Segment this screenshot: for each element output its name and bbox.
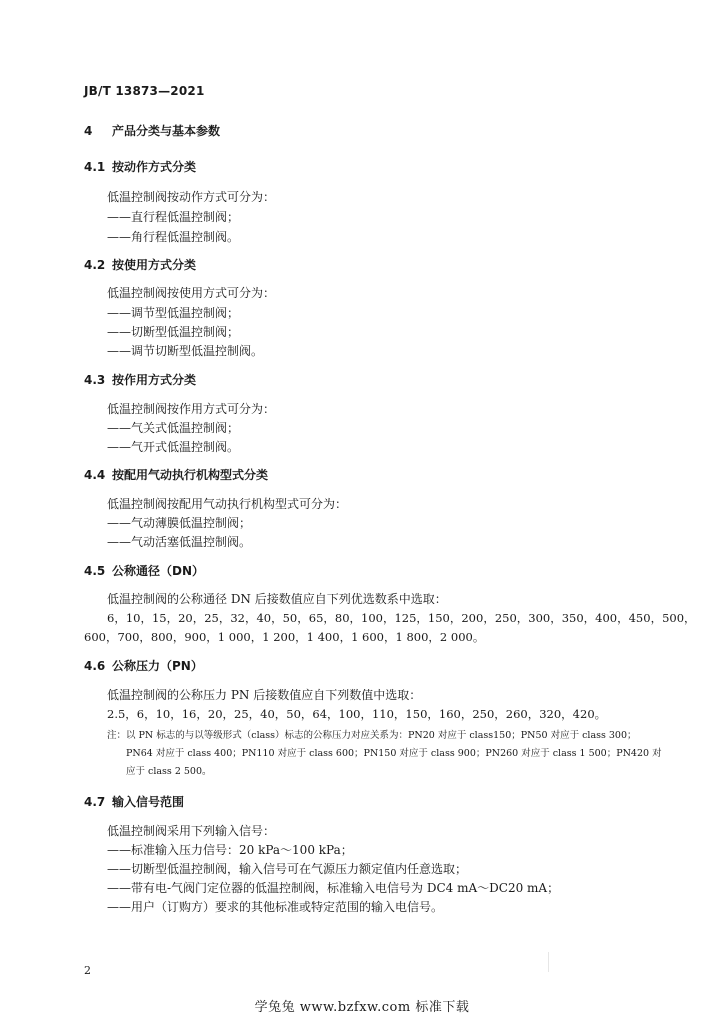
note-line-2: PN64 对应于 class 400；PN110 对应于 class 600；PN150 对应于 class 900；PN260 对应于 class 1 500；PN420 对 — [126, 748, 662, 759]
clause-intro: 低温控制阀按配用气动执行机构型式可分为： — [107, 497, 348, 511]
list-item: ——切断型低温控制阀； — [107, 325, 240, 339]
clause-title: 公称通径（DN） — [112, 564, 205, 578]
list-item: ——调节型低温控制阀； — [107, 306, 240, 320]
clause-intro: 低温控制阀按使用方式可分为： — [107, 286, 276, 300]
clause-heading-4-7 — [84, 793, 184, 810]
list-item: ——切断型低温控制阀，输入信号可在气源压力额定值内任意选取； — [107, 862, 468, 876]
clause-heading-4-4 — [84, 466, 268, 483]
clause-intro: 低温控制阀按动作方式可分为： — [107, 190, 276, 204]
clause-intro: 低温控制阀按作用方式可分为： — [107, 402, 276, 416]
clause-title: 按配用气动执行机构型式分类 — [112, 468, 269, 482]
clause-number: 4.2 — [84, 258, 106, 272]
note-line-3: 应于 class 2 500。 — [126, 766, 212, 777]
standard-code: JB/T 13873—2021 — [84, 84, 205, 98]
list-item: ——气动薄膜低温控制阀； — [107, 516, 252, 530]
scan-divider — [548, 952, 549, 972]
clause-number: 4.5 — [84, 564, 106, 578]
clause-heading-4-1 — [84, 158, 196, 175]
list-item: ——用户（订购方）要求的其他标准或特定范围的输入电信号。 — [107, 900, 444, 914]
clause-heading-4-2 — [84, 256, 196, 273]
clause-title: 公称压力（PN） — [112, 659, 203, 673]
clause-number: 4.4 — [84, 468, 106, 482]
section-heading-4 — [84, 122, 220, 139]
clause-heading-4-3 — [84, 371, 196, 388]
clause-number: 4.1 — [84, 160, 106, 174]
clause-number: 4.7 — [84, 795, 106, 809]
list-item: ——标准输入压力信号：20 kPa～100 kPa； — [107, 843, 353, 857]
section-number: 4 — [84, 124, 93, 138]
clause-heading-4-6 — [84, 657, 203, 674]
section-title: 产品分类与基本参数 — [112, 124, 221, 138]
list-item: ——气关式低温控制阀； — [107, 421, 240, 435]
dn-values-line-1: 6，10，15，20，25，32，40，50，65，80，100，125，150，200，250，300，350，400，450，500， — [107, 611, 696, 625]
list-item: ——直行程低温控制阀； — [107, 210, 240, 224]
list-item: ——角行程低温控制阀。 — [107, 230, 240, 244]
clause-intro: 低温控制阀的公称压力 PN 后接数值应自下列数值中选取： — [107, 688, 422, 702]
clause-title: 按作用方式分类 — [112, 373, 197, 387]
clause-title: 按使用方式分类 — [112, 258, 197, 272]
clause-number: 4.3 — [84, 373, 106, 387]
clause-heading-4-5 — [84, 562, 204, 579]
list-item: ——气动活塞低温控制阀。 — [107, 535, 252, 549]
page-number: 2 — [84, 964, 91, 977]
note-line-1: 注：以 PN 标志的与以等级形式（class）标志的公称压力对应关系为：PN20 对应于 class150；PN50 对应于 class 300； — [107, 730, 637, 741]
list-item: ——调节切断型低温控制阀。 — [107, 344, 264, 358]
list-item: ——气开式低温控制阀。 — [107, 440, 240, 454]
list-item: ——带有电-气阀门定位器的低温控制阀，标准输入电信号为 DC4 mA～DC20 mA； — [107, 881, 560, 895]
clause-intro: 低温控制阀采用下列输入信号： — [107, 824, 276, 838]
pn-values: 2.5，6，10，16，20，25，40，50，64，100，110，150，160，250，260，320，420。 — [107, 707, 607, 721]
clause-title: 按动作方式分类 — [112, 160, 197, 174]
dn-values-line-2: 600，700，800，900，1 000，1 200，1 400，1 600，1 800，2 000。 — [84, 630, 485, 644]
footer-watermark: 学兔兔 www.bzfxw.com 标准下载 — [254, 1000, 470, 1015]
clause-title: 输入信号范围 — [112, 795, 185, 809]
clause-number: 4.6 — [84, 659, 106, 673]
clause-intro: 低温控制阀的公称通径 DN 后接数值应自下列优选数系中选取： — [107, 592, 447, 606]
